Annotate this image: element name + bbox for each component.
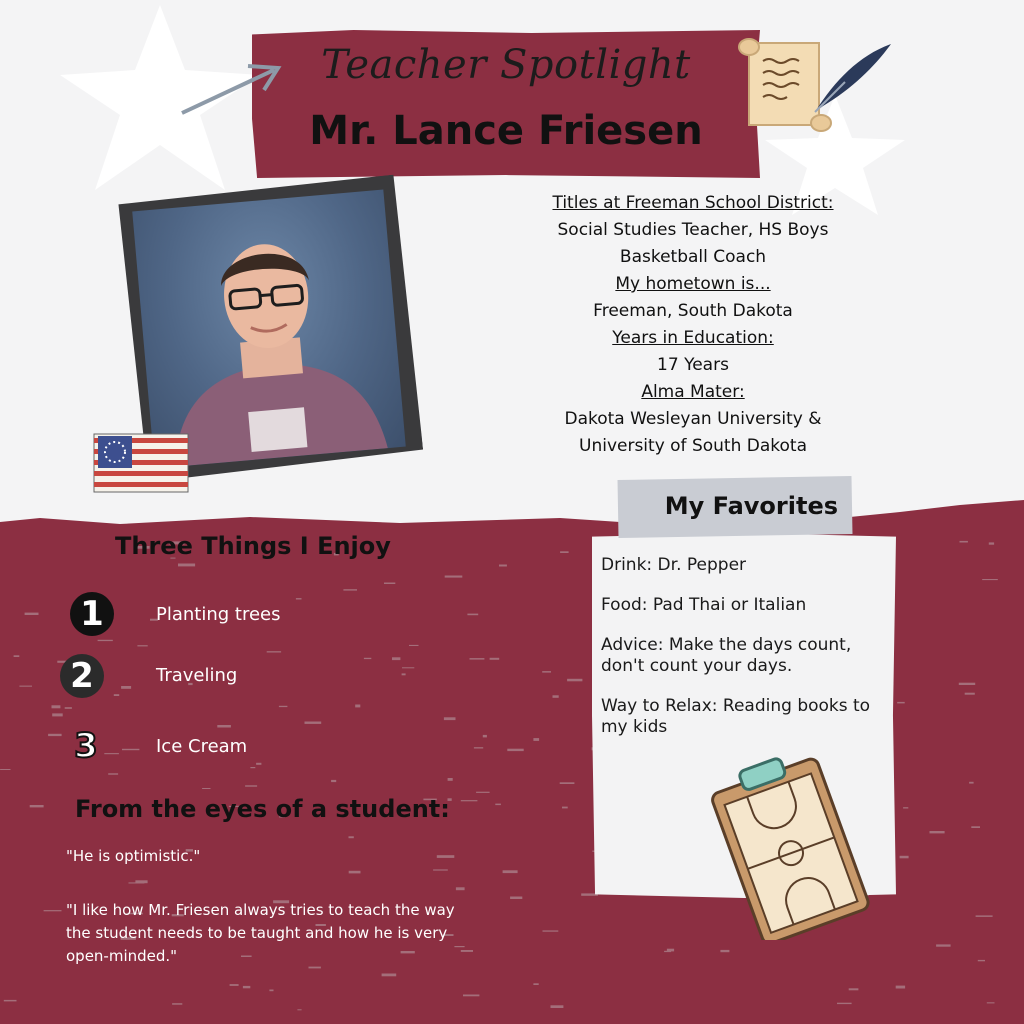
titles-label: Titles at Freeman School District: bbox=[552, 193, 834, 213]
alma-label: Alma Mater: bbox=[641, 382, 745, 402]
favorite-drink: Drink: Dr. Pepper bbox=[601, 555, 747, 575]
years-value: 17 Years bbox=[657, 355, 729, 375]
quill-icon bbox=[805, 40, 895, 120]
teacher-name: Mr. Lance Friesen bbox=[309, 108, 703, 154]
favorite-advice: Advice: Make the days count, don't count your days. bbox=[601, 635, 852, 676]
favorite-relax: Way to Relax: Reading books to my kids bbox=[601, 696, 871, 737]
teacher-photo bbox=[132, 190, 406, 469]
banner-kicker: Teacher Spotlight bbox=[321, 42, 691, 88]
alma-line1: Dakota Wesleyan University & bbox=[564, 409, 822, 429]
enjoy-number-2: 2 bbox=[60, 654, 104, 698]
enjoy-title: Three Things I Enjoy bbox=[115, 532, 391, 560]
hometown-label: My hometown is... bbox=[615, 274, 771, 294]
student-quote-1: "He is optimistic." bbox=[66, 847, 201, 865]
enjoy-item-2: Traveling bbox=[156, 665, 238, 686]
enjoy-item-1: Planting trees bbox=[156, 604, 281, 625]
favorite-food: Food: Pad Thai or Italian bbox=[601, 595, 807, 615]
enjoy-number-1: 1 bbox=[70, 592, 114, 636]
student-title: From the eyes of a student: bbox=[75, 795, 450, 823]
titles-line2: Basketball Coach bbox=[619, 247, 767, 267]
hometown-value: Freeman, South Dakota bbox=[593, 301, 793, 321]
alma-line2: University of South Dakota bbox=[579, 436, 807, 456]
clipboard-icon bbox=[700, 750, 875, 940]
student-quote-2: "I like how Mr. Friesen always tries to teach the way the student needs to be taught and how he is very open-minded." bbox=[66, 901, 455, 965]
favorites-title: My Favorites bbox=[664, 492, 838, 520]
enjoy-item-3: Ice Cream bbox=[156, 736, 248, 757]
flag-icon bbox=[92, 432, 190, 494]
titles-line1: Social Studies Teacher, HS Boys bbox=[557, 220, 829, 240]
enjoy-number-3: 3 bbox=[74, 726, 98, 766]
years-label: Years in Education: bbox=[612, 328, 774, 348]
